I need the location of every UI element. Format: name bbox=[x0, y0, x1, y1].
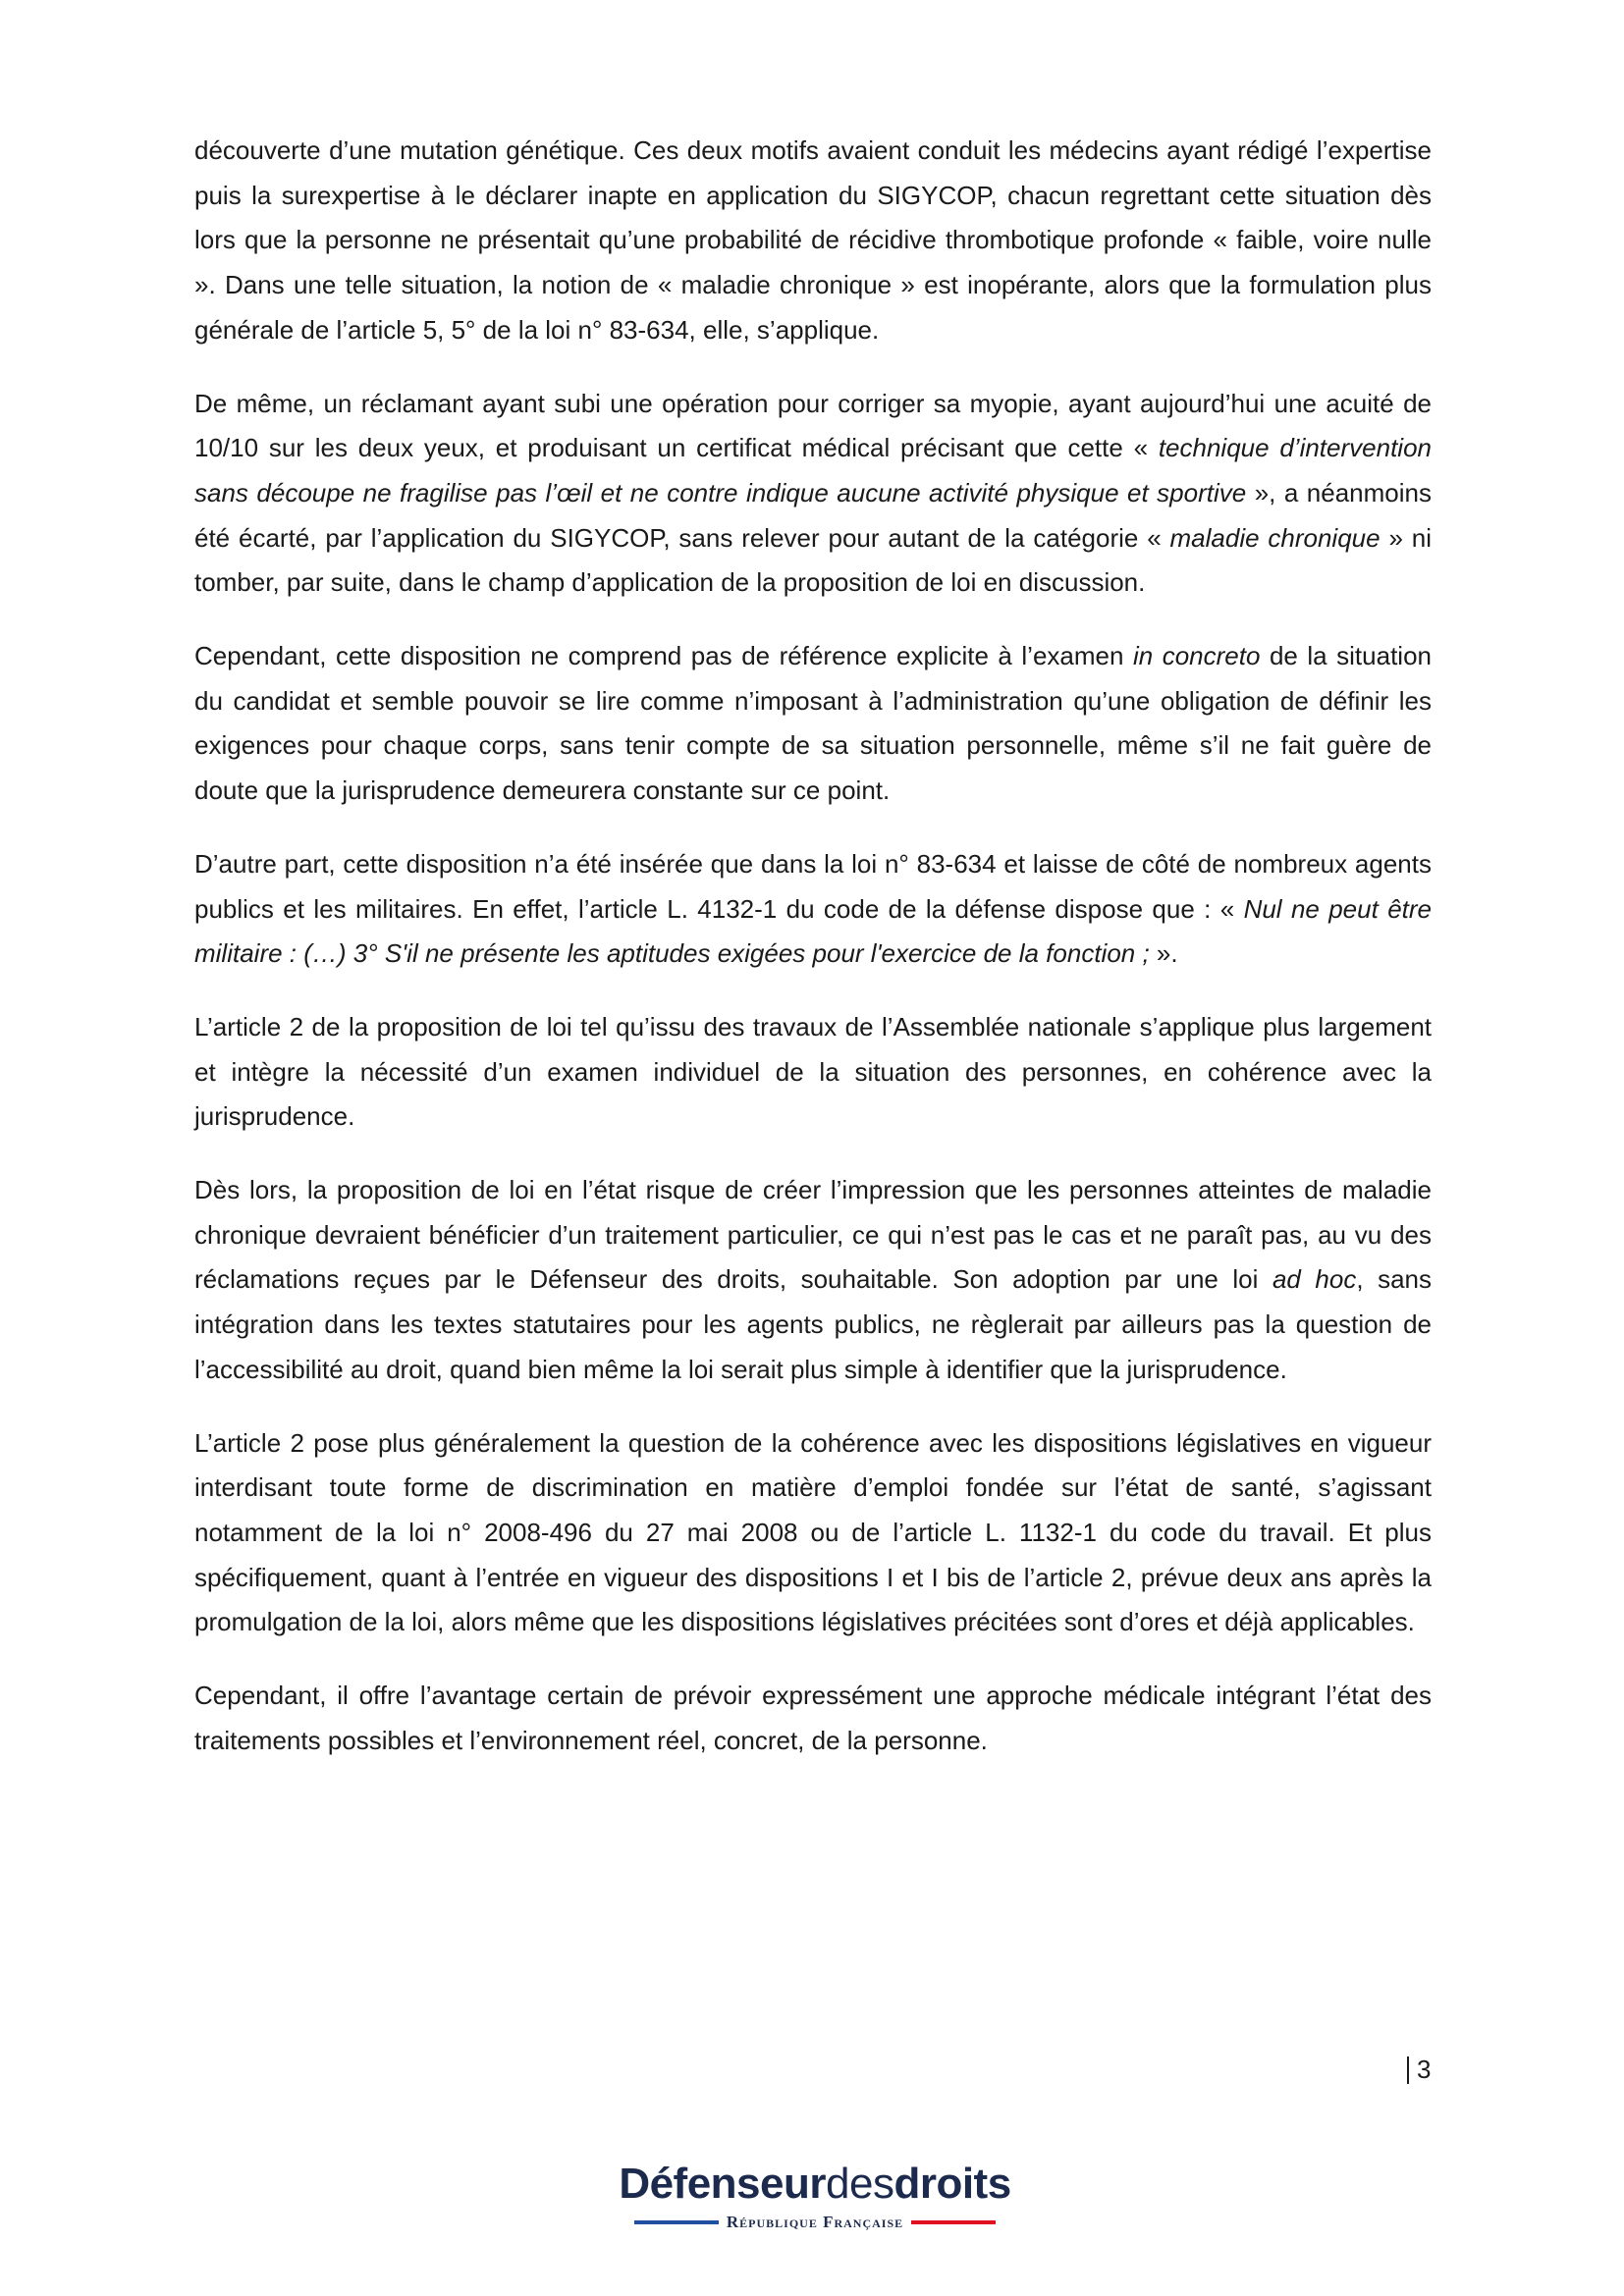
logo-blue-stripe bbox=[634, 2220, 719, 2224]
text-segment: De même, un réclamant ayant subi une opération pour corriger sa myopie, ayant aujourd’hui une acuité de 10/10 sur les deux yeux, et produisant un certificat médical précisant que cette « bbox=[194, 388, 1432, 463]
page-number bbox=[1407, 2055, 1431, 2085]
text-segment: », a néanmoins été écarté, par l’application du SIGYCOP, sans relever pour autant de la catégorie « bbox=[194, 477, 1432, 553]
italic-text: ad hoc bbox=[1272, 1264, 1357, 1295]
paragraph bbox=[194, 634, 1432, 814]
logo-title-part3: droits bbox=[893, 2160, 1011, 2208]
text-segment: ». bbox=[1149, 938, 1178, 969]
logo-title-part1: Défenseur bbox=[619, 2160, 826, 2208]
paragraph bbox=[194, 1421, 1432, 1646]
defenseur-des-droits-logo bbox=[609, 2160, 1021, 2232]
logo-subtitle: République Française bbox=[726, 2213, 904, 2231]
paragraph bbox=[194, 1674, 1432, 1763]
text-segment: D’autre part, cette disposition n’a été insérée que dans la loi n° 83-634 et laisse de côté de nombreux agents publics et les militaires. En effet, l’article L. 4132-1 du code de la défense dispose que : « bbox=[194, 848, 1432, 924]
text-segment: découverte d’une mutation génétique. Ces deux motifs avaient conduit les médecins ayant rédigé l’expertise puis la surexpertise à le déclarer inapte en application du SIGYCOP, chacun regrettant cette situation dès lors que la personne ne présentait qu’une probabilité de récidive thrombotique profonde « faible, voire nulle ». Dans une telle situation, la notion de « maladie chronique » est inopérante, alors que la formulation plus générale de l’article 5, 5° de la loi n° 83-634, elle, s’applique. bbox=[194, 135, 1432, 345]
text-segment: , sans intégration dans les textes statutaires pour les agents publics, ne règlerait par ailleurs pas la question de l’accessibilité au droit, quand bien même la loi serait plus simple à identifier que la jurisprudence. bbox=[194, 1264, 1432, 1384]
text-segment: » ni tomber, par suite, dans le champ d’application de la proposition de loi en discussion. bbox=[194, 522, 1432, 598]
paragraph bbox=[194, 1005, 1432, 1140]
logo-title-part2: des bbox=[826, 2160, 894, 2208]
text-segment: de la situation du candidat et semble pouvoir se lire comme n’imposant à l’administration qu’une obligation de définir les exigences pour chaque corps, sans tenir compte de sa situation personnelle, même s’il ne fait guère de doute que la jurisprudence demeurera constante sur ce point. bbox=[194, 641, 1432, 806]
text-segment: L’article 2 de la proposition de loi tel qu’issu des travaux de l’Assemblée nationale s’applique plus largement et intègre la nécessité d’un examen individuel de la situation des personnes, en cohérence avec la jurisprudence. bbox=[194, 1011, 1432, 1132]
logo-subtitle-row bbox=[609, 2213, 1021, 2232]
italic-text: maladie chronique bbox=[1169, 522, 1380, 553]
logo-red-stripe bbox=[911, 2220, 996, 2224]
page-number-value: 3 bbox=[1417, 2055, 1432, 2084]
italic-text: technique d’intervention sans découpe ne fragilise pas l’œil et ne contre indique aucune activité physique et sportive bbox=[194, 433, 1432, 507]
text-segment: Cependant, cette disposition ne comprend pas de référence explicite à l’examen bbox=[194, 641, 1133, 671]
text-segment: Cependant, il offre l’avantage certain de prévoir expressément une approche médicale intégrant l’état des traitements possibles et l’environnement réel, concret, de la personne. bbox=[194, 1681, 1432, 1755]
logo-title bbox=[609, 2160, 1021, 2209]
italic-text: in concreto bbox=[1132, 641, 1261, 671]
paragraph bbox=[194, 1168, 1432, 1393]
body-text bbox=[194, 129, 1432, 1792]
paragraph bbox=[194, 842, 1432, 977]
page-number-divider bbox=[1407, 2056, 1409, 2084]
text-segment: Dès lors, la proposition de loi en l’état risque de créer l’impression que les personnes atteintes de maladie chronique devraient bénéficier d’un traitement particulier, ce qui n’est pas le cas et ne paraît pas, au vu des réclamations reçues par le Défenseur des droits, souhaitable. Son adoption par une loi bbox=[194, 1175, 1432, 1295]
paragraph bbox=[194, 129, 1432, 353]
italic-text: Nul ne peut être militaire : (…) 3° S'il ne présente les aptitudes exigées pour l'exercice de la fonction ; bbox=[194, 893, 1432, 969]
paragraph bbox=[194, 382, 1432, 607]
text-segment: L’article 2 pose plus généralement la question de la cohérence avec les dispositions législatives en vigueur interdisant toute forme de discrimination en matière d’emploi fondée sur l’état de santé, s’agissant notamment de la loi n° 2008-496 du 27 mai 2008 ou de l’article L. 1132-1 du code du travail. Et plus spécifiquement, quant à l’entrée en vigueur des dispositions I et I bis de l’article 2, prévue deux ans après la promulgation de la loi, alors même que les dispositions législatives précitées sont d’ores et déjà applicables. bbox=[194, 1427, 1432, 1637]
